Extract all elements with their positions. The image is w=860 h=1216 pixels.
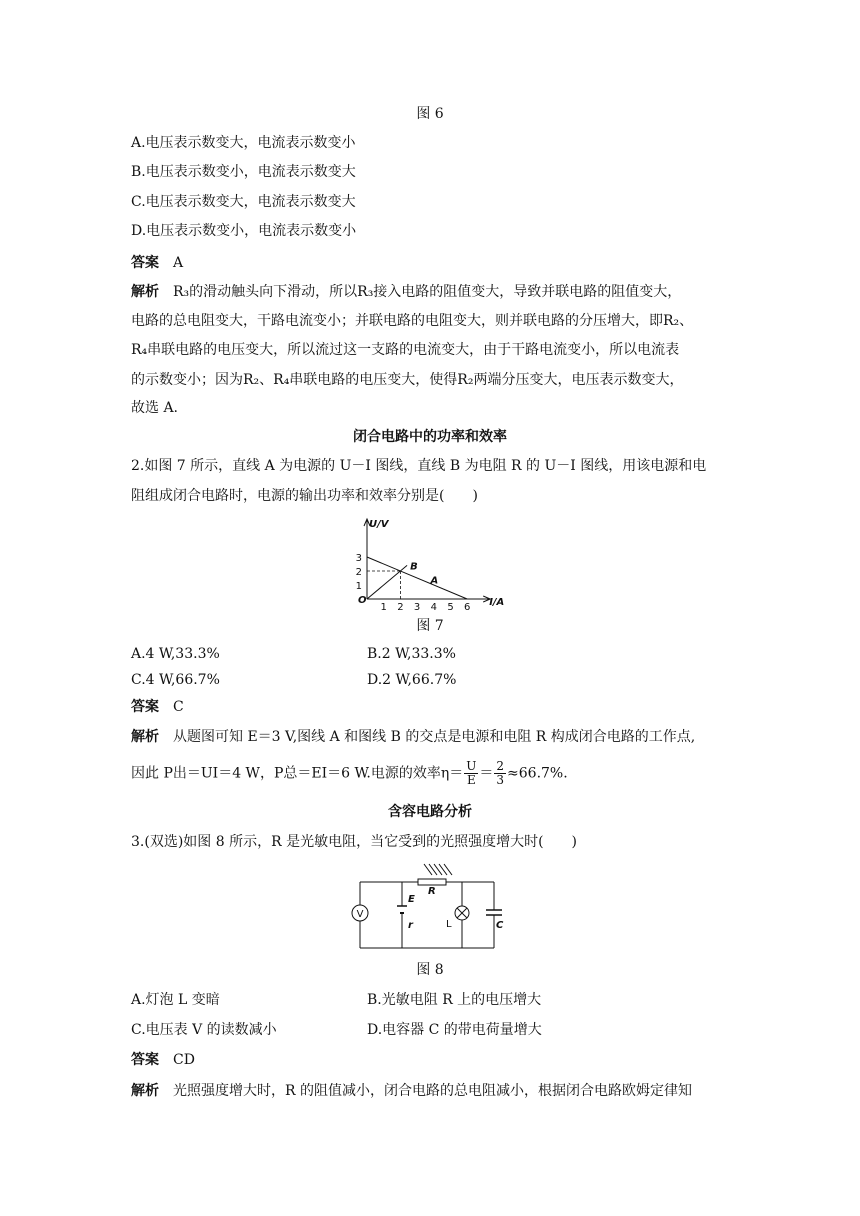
answer-value: A [173, 255, 184, 271]
fraction-numerator: 2 [496, 759, 505, 773]
q1-option-c: C.电压表示数变大，电流表示数变大 [131, 194, 356, 210]
q3-option-b: B.光敏电阻 R 上的电压增大 [367, 992, 542, 1008]
section-title-power-efficiency: 闭合电路中的功率和效率 [353, 429, 507, 445]
lamp-label: L [446, 919, 452, 930]
q3-answer [131, 1050, 195, 1070]
q1-analysis-line-2: 电路的总电阻变大，干路电流变小；并联电路的电阻变大，则并联电路的分压增大，即R₂、 [131, 313, 694, 329]
q2-option-d: D.2 W,66.7% [367, 672, 457, 688]
answer-value: CD [173, 1052, 195, 1068]
fraction-u-over-e [464, 760, 478, 787]
origin-label: O [358, 595, 367, 606]
figure-7-caption: 图 7 [416, 618, 444, 634]
q1-answer [131, 253, 183, 273]
q2-analysis-line-1 [131, 727, 695, 747]
circuit-diagram [350, 858, 510, 954]
q3-option-d: D.电容器 C 的带电荷量增大 [367, 1022, 542, 1038]
q1-option-a: A.电压表示数变大，电流表示数变小 [131, 135, 356, 151]
fraction-denominator: 3 [496, 773, 505, 787]
answer-label: 答案 [131, 699, 159, 715]
q1-analysis-line-4: 的示数变小；因为R₂、R₄串联电路的电压变大，使得R₂两端分压变大，电压表示数变大， [131, 372, 684, 388]
q2-option-a: A.4 W,33.3% [131, 646, 220, 662]
fraction-denominator: E [466, 773, 476, 787]
u-i-chart [345, 512, 515, 612]
q3-stem: 3.(双选)如图 8 所示，R 是光敏电阻，当它受到的光照强度增大时( ) [131, 834, 578, 850]
analysis-label: 解析 [131, 284, 159, 300]
q3-option-a: A.灯泡 L 变暗 [131, 992, 220, 1008]
answer-label: 答案 [131, 1052, 159, 1068]
q2-answer [131, 697, 184, 717]
q1-analysis-line-1 [131, 282, 681, 302]
q2-option-b: B.2 W,33.3% [367, 646, 456, 662]
series-label-B: B [410, 561, 418, 573]
q1-analysis-line-5: 故选 A. [131, 400, 179, 416]
q3-analysis-line [131, 1081, 692, 1101]
internal-resistance-label: r [408, 920, 413, 931]
answer-value: C [173, 699, 184, 715]
x-tick-label: 6 [464, 602, 471, 612]
x-axis-label: I/A [489, 597, 505, 608]
equals-sign: ＝ [479, 765, 494, 782]
voltmeter-label: V [356, 909, 364, 920]
q3-option-c: C.电压表 V 的读数减小 [131, 1022, 277, 1038]
series-label-A: A [430, 575, 439, 587]
analysis-text: 光照强度增大时，R 的阻值减小，闭合电路的总电阻减小，根据闭合电路欧姆定律知 [173, 1083, 692, 1099]
figure-8-caption: 图 8 [416, 962, 444, 978]
analysis-text: ≈66.7%. [507, 765, 568, 782]
q2-stem-line-1: 2.如图 7 所示，直线 A 为电源的 U－I 图线，直线 B 为电阻 R 的 U－I 图线，用该电源和电 [131, 458, 707, 474]
analysis-text: R₃的滑动触头向下滑动，所以R₃接入电路的阻值变大，导致并联电路的阻值变大， [173, 284, 682, 300]
q1-option-d: D.电压表示数变小，电流表示数变小 [131, 223, 357, 239]
q1-option-b: B.电压表示数变小，电流表示数变大 [131, 164, 356, 180]
emf-label: E [408, 894, 415, 905]
y-tick-label: 1 [355, 581, 362, 592]
section-title-capacitor-circuit: 含容电路分析 [388, 804, 472, 820]
x-tick-label: 4 [430, 602, 437, 612]
q2-analysis-line-2 [131, 760, 568, 787]
x-tick-label: 3 [413, 602, 421, 612]
answer-label: 答案 [131, 255, 159, 271]
y-tick-label: 2 [355, 567, 362, 578]
light-rays-icon [424, 864, 452, 875]
x-tick-label: 2 [397, 602, 404, 612]
q2-option-c: C.4 W,66.7% [131, 672, 220, 688]
photoresistor-icon [418, 879, 446, 885]
capacitor-label: C [496, 920, 504, 931]
y-tick-label: 3 [355, 553, 362, 564]
analysis-label: 解析 [131, 729, 159, 745]
figure-6-caption: 图 6 [416, 106, 444, 122]
analysis-text: 从题图可知 E＝3 V,图线 A 和图线 B 的交点是电源和电阻 R 构成闭合电路的工作点, [173, 729, 696, 745]
analysis-label: 解析 [131, 1083, 159, 1099]
q2-stem-line-2: 阻组成闭合电路时，电源的输出功率和效率分别是( ) [131, 488, 478, 504]
resistor-label: R [428, 886, 436, 897]
series-line-B [367, 565, 407, 599]
analysis-text: 因此 P出＝UI＝4 W，P总＝EI＝6 W.电源的效率η＝ [131, 765, 464, 782]
fraction-two-thirds [494, 760, 506, 787]
q1-analysis-line-3: R₄串联电路的电压变大，所以流过这一支路的电流变大，由于干路电流变小，所以电流表 [131, 342, 680, 358]
y-axis-label: U/V [369, 519, 389, 530]
x-tick-label: 5 [447, 602, 454, 612]
fraction-numerator: U [466, 759, 477, 773]
x-tick-label: 1 [380, 602, 387, 612]
